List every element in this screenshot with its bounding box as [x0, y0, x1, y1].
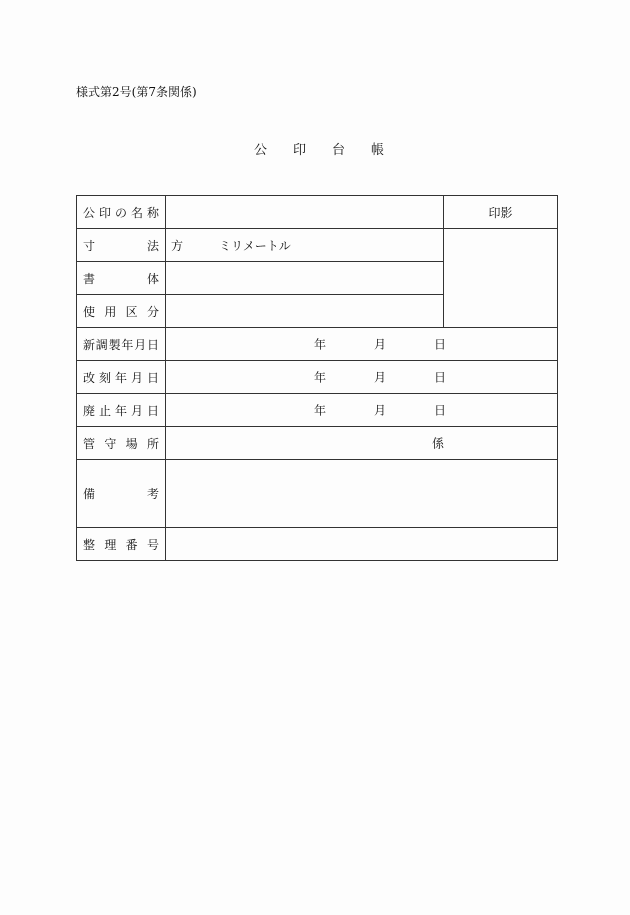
date-month-label: 月: [374, 403, 387, 418]
row-custody-location: [77, 427, 558, 460]
title-char: 印: [292, 143, 306, 158]
label-char: 月: [130, 403, 143, 418]
label-recarved-date: [77, 361, 166, 394]
label-char: 日: [146, 403, 159, 418]
label-char: 廃: [83, 403, 96, 418]
value-recarved-date[interactable]: [166, 361, 558, 394]
value-typeface[interactable]: [166, 262, 444, 295]
label-new-made-date: [77, 328, 166, 361]
row-dimensions: [77, 229, 558, 262]
label-char: 製: [108, 337, 121, 352]
label-char: 称: [146, 205, 159, 220]
dimensions-prefix: 方: [171, 238, 184, 253]
label-char: 日: [146, 370, 159, 385]
date-day-label: 日: [434, 370, 447, 385]
label-char: 場: [125, 436, 138, 451]
date-month-label: 月: [374, 370, 387, 385]
label-char: 年: [114, 403, 127, 418]
label-char: 管: [83, 436, 96, 451]
label-char: の: [114, 205, 127, 220]
title-char: 台: [331, 143, 345, 158]
label-char: 区: [125, 304, 138, 319]
label-typeface: [77, 262, 166, 295]
date-day-label: 日: [434, 403, 447, 418]
label-char: 寸: [83, 238, 96, 253]
label-char: 用: [104, 304, 117, 319]
row-abolished-date: [77, 394, 558, 427]
value-new-made-date[interactable]: [166, 328, 558, 361]
date-year-label: 年: [314, 370, 327, 385]
value-seal-name[interactable]: [166, 196, 444, 229]
seal-ledger-table: [76, 195, 558, 561]
label-char: 整: [83, 537, 96, 552]
label-char: 号: [146, 537, 159, 552]
label-char: 刻: [98, 370, 111, 385]
label-char: 体: [146, 271, 159, 286]
row-new-made-date: [77, 328, 558, 361]
dimensions-unit: ミリメートル: [219, 238, 291, 253]
date-month-label: 月: [374, 337, 387, 352]
date-day-label: 日: [434, 337, 447, 352]
label-char: 日: [146, 337, 159, 352]
row-seal-name: [77, 196, 558, 229]
label-char: 印: [98, 205, 111, 220]
value-dimensions[interactable]: [166, 229, 444, 262]
row-recarved-date: [77, 361, 558, 394]
custody-section-suffix: 係: [432, 436, 445, 451]
label-dimensions: [77, 229, 166, 262]
label-abolished-date: [77, 394, 166, 427]
label-char: 名: [130, 205, 143, 220]
seal-impression-text: 印影: [488, 205, 513, 220]
label-remarks: [77, 460, 166, 528]
label-char: 分: [146, 304, 159, 319]
label-char: 使: [83, 304, 96, 319]
label-char: 守: [104, 436, 117, 451]
label-usage: [77, 295, 166, 328]
label-custody-location: [77, 427, 166, 460]
label-char: 法: [146, 238, 159, 253]
label-char: 年: [121, 337, 134, 352]
label-char: 調: [95, 337, 108, 352]
value-custody-location[interactable]: [166, 427, 558, 460]
value-remarks[interactable]: [166, 460, 558, 528]
label-char: 改: [83, 370, 96, 385]
label-char: 月: [134, 337, 147, 352]
label-char: 所: [146, 436, 159, 451]
label-seal-name: [77, 196, 166, 229]
value-usage[interactable]: [166, 295, 444, 328]
row-serial-number: [77, 528, 558, 561]
row-remarks: [77, 460, 558, 528]
date-year-label: 年: [314, 337, 327, 352]
label-char: 年: [114, 370, 127, 385]
label-char: 月: [130, 370, 143, 385]
document-title: [254, 142, 384, 160]
seal-impression-box[interactable]: [444, 229, 558, 328]
label-char: 考: [146, 487, 159, 501]
label-serial-number: [77, 528, 166, 561]
form-reference: 様式第2号(第7条関係): [76, 85, 197, 99]
label-seal-impression: [444, 196, 558, 229]
date-year-label: 年: [314, 403, 327, 418]
label-char: 理: [104, 537, 117, 552]
label-char: 書: [83, 271, 96, 286]
value-serial-number[interactable]: [166, 528, 558, 561]
label-char: 番: [125, 537, 138, 552]
label-char: 公: [83, 205, 96, 220]
title-char: 帳: [370, 143, 384, 158]
label-char: 止: [98, 403, 111, 418]
label-char: 新: [83, 337, 96, 352]
label-char: 備: [83, 487, 96, 501]
title-char: 公: [254, 143, 268, 158]
value-abolished-date[interactable]: [166, 394, 558, 427]
